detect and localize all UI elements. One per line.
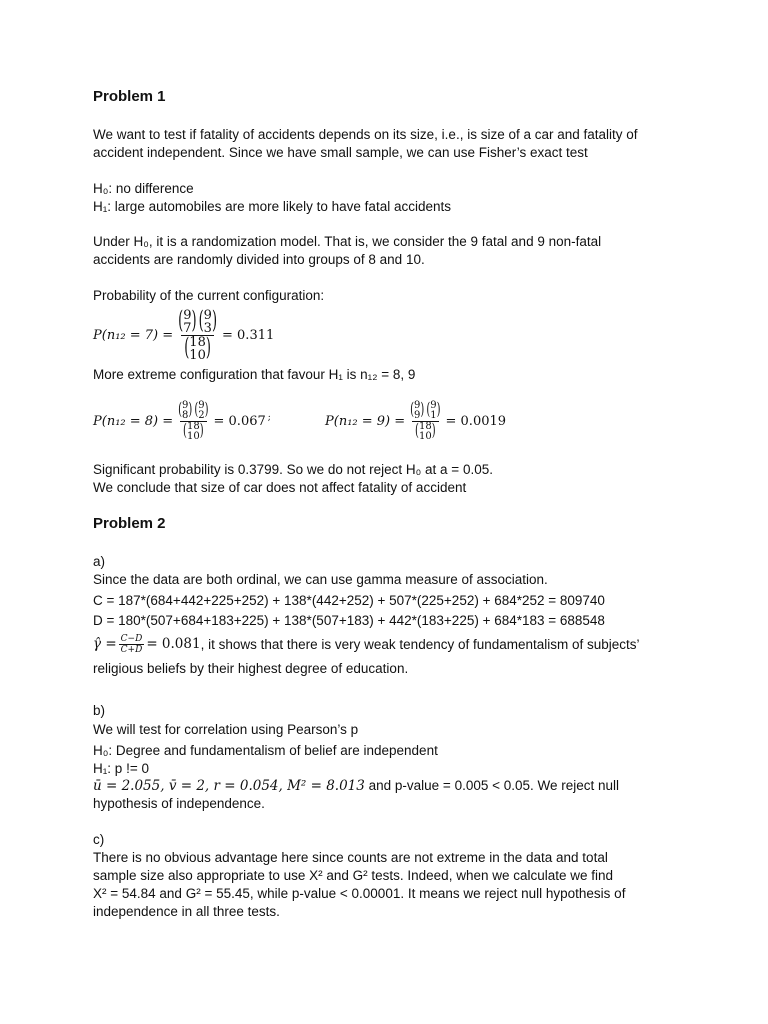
- binom-bottom: 2: [198, 409, 205, 421]
- binomial: ( 9 2 ): [194, 399, 209, 421]
- binom-top: 18: [418, 420, 432, 432]
- binom-bottom: 8: [182, 409, 189, 421]
- equation-lhs: P(n₁₂ = 9) =: [325, 413, 406, 429]
- paragraph-line: There is no obvious advantage here since counts are not extreme in the data and total: [93, 850, 608, 865]
- binomial: ( 18 10 ): [184, 334, 211, 363]
- equation-rhs: = 0.067: [213, 413, 266, 429]
- fraction: [119, 634, 145, 655]
- fraction: [175, 401, 211, 442]
- binom-top: 9: [414, 399, 421, 411]
- binomial: ( 18 10 ): [415, 420, 436, 442]
- binomial: ( 9 9 ): [410, 399, 425, 421]
- binom-bottom: 7: [183, 320, 192, 336]
- equation-rhs: = 0.0019: [445, 413, 507, 429]
- statistics-text: and p-value = 0.005 < 0.05. We reject null: [364, 778, 620, 793]
- binom-top: 9: [198, 399, 205, 411]
- statistics-math: ū = 2.055, v̄ = 2, r = 0.054, M² = 8.013: [93, 778, 365, 794]
- binom-bottom: 1: [430, 409, 437, 421]
- binom-top: 18: [189, 334, 206, 350]
- paragraph-line: We conclude that size of car does not affect fatality of accident: [93, 480, 467, 495]
- binom-top: 9: [182, 399, 189, 411]
- problem-1-heading: Problem 1: [93, 88, 166, 105]
- binom-bottom: 10: [418, 430, 432, 442]
- equation-n12-8: [93, 398, 271, 444]
- paragraph-line: We want to test if fatality of accidents depends on its size, i.e., is size of a car and fatality of: [93, 127, 638, 142]
- binom-bottom: 10: [189, 347, 206, 363]
- paragraph-line: Since the data are both ordinal, we can use gamma measure of association.: [93, 572, 548, 587]
- paragraph-line: independence in all three tests.: [93, 904, 280, 919]
- paragraph-line: Significant probability is 0.3799. So we do not reject H₀ at a = 0.05.: [93, 462, 493, 477]
- statistics-line: [93, 777, 619, 795]
- equation-concordant: C = 187*(684+442+225+252) + 138*(442+252) + 507*(225+252) + 684*252 = 809740: [93, 593, 605, 608]
- binomial: ( 9 1 ): [426, 399, 441, 421]
- binomial: ( 9 8 ): [178, 399, 193, 421]
- paragraph-line: Probability of the current configuration:: [93, 288, 325, 303]
- alternative-hypothesis: H₁: p != 0: [93, 761, 149, 776]
- fraction: [175, 309, 220, 362]
- gamma-lhs: γ̂ =: [93, 636, 117, 652]
- binomial: ( 18 10 ): [183, 420, 204, 442]
- equation-n12-9: [325, 398, 506, 444]
- binom-bottom: 10: [186, 430, 200, 442]
- paragraph-line: X² = 54.84 and G² = 55.45, while p-value < 0.00001. It means we reject null hypothesis of: [93, 886, 626, 901]
- equation-lhs: P(n₁₂ = 7) =: [93, 327, 174, 343]
- paragraph-line: religious beliefs by their highest degree of education.: [93, 661, 409, 676]
- paragraph-line: accidents are randomly divided into groups of 8 and 10.: [93, 252, 425, 267]
- gamma-line: [93, 630, 640, 658]
- null-hypothesis: H₀: Degree and fundamentalism of belief are independent: [93, 743, 438, 758]
- binom-top: 9: [430, 399, 437, 411]
- paragraph-line: accident independent. Since we have small sample, we can use Fisher’s exact test: [93, 145, 588, 160]
- binom-bottom: 9: [414, 409, 421, 421]
- binom-top: 9: [203, 307, 212, 323]
- binom-top: 18: [186, 420, 200, 432]
- equation-discordant: D = 180*(507+684+183+225) + 138*(507+183) + 442*(183+225) + 684*183 = 688548: [93, 613, 605, 628]
- fraction: [407, 401, 443, 442]
- problem-2-heading: Problem 2: [93, 515, 166, 532]
- paragraph-line: More extreme configuration that favour H₁ is n₁₂ = 8, 9: [93, 367, 416, 382]
- gamma-denominator: C+D: [120, 644, 143, 655]
- part-b-label: b): [93, 703, 106, 718]
- gamma-text: , it shows that there is very weak tendency of fundamentalism of subjects’: [200, 636, 640, 652]
- alternative-hypothesis: H₁: large automobiles are more likely to have fatal accidents: [93, 199, 451, 214]
- part-c-label: c): [93, 832, 105, 847]
- binom-top: 9: [183, 307, 192, 323]
- paragraph-line: hypothesis of independence.: [93, 796, 265, 811]
- paragraph-line: sample size also appropriate to use X² and G² tests. Indeed, when we calculate we find: [93, 868, 614, 883]
- part-a-label: a): [93, 554, 106, 569]
- paragraph-line: Under H₀, it is a randomization model. That is, we consider the 9 fatal and 9 non-fatal: [93, 234, 602, 249]
- equation-lhs: P(n₁₂ = 8) =: [93, 413, 174, 429]
- equation-current-configuration: [93, 304, 274, 366]
- equation-rhs: = 0.311: [222, 327, 275, 343]
- separator: ;: [267, 413, 271, 423]
- gamma-value: = 0.081: [146, 636, 201, 652]
- paragraph-line: We will test for correlation using Pearson’s p: [93, 722, 359, 737]
- null-hypothesis: H₀: no difference: [93, 181, 194, 196]
- binomial: ( 9 3 ): [198, 307, 218, 336]
- binom-bottom: 3: [203, 320, 212, 336]
- gamma-numerator: C−D: [120, 633, 143, 644]
- binomial: ( 9 7 ): [178, 307, 197, 336]
